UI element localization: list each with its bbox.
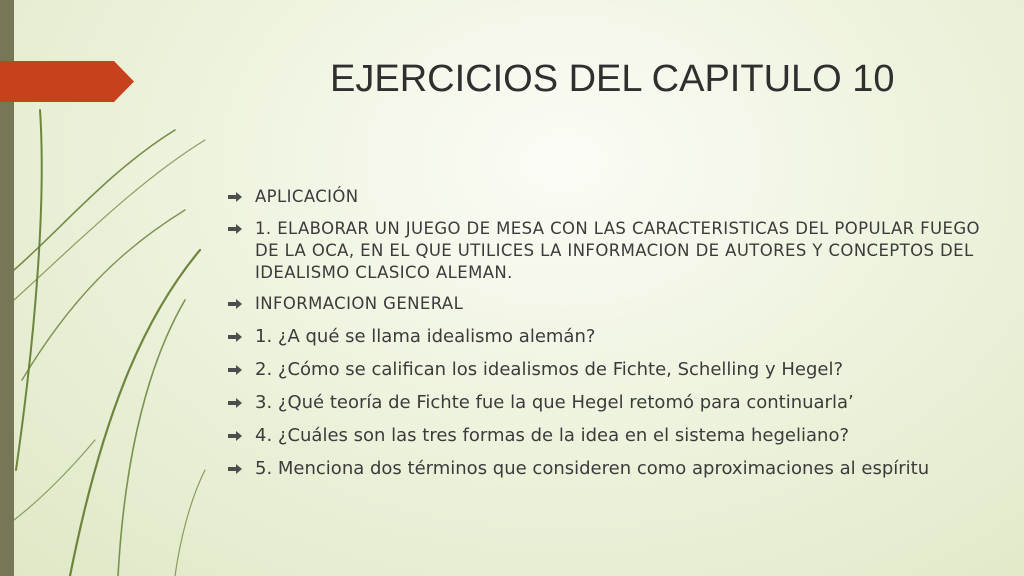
arrow-bullet-icon xyxy=(228,398,242,408)
list-item-question-2 xyxy=(228,358,988,382)
list-item-text: 2. ¿Cómo se califican los idealismos de Fichte, Schelling y Hegel? xyxy=(255,359,844,380)
content-list xyxy=(228,186,988,481)
list-item-exercise-1 xyxy=(228,218,988,284)
arrow-bullet-icon xyxy=(228,431,242,441)
title-accent-tab xyxy=(0,61,134,102)
arrow-bullet-icon xyxy=(228,299,242,309)
list-item-question-1 xyxy=(228,325,988,349)
list-item-text: INFORMACION GENERAL xyxy=(255,294,464,313)
list-item-text: 1. ¿A qué se llama idealismo alemán? xyxy=(255,326,596,347)
list-item-text: 1. ELABORAR UN JUEGO DE MESA CON LAS CARACTERISTICAS DEL POPULAR FUEGO DE LA OCA, EN EL QUE UTILICES LA INFORMACION DE AUTORES Y CONCEPTOS DEL IDEALISMO CLASICO ALEMAN. xyxy=(255,219,980,282)
arrow-bullet-icon xyxy=(228,224,242,234)
arrow-bullet-icon xyxy=(228,464,242,474)
arrow-bullet-icon xyxy=(228,192,242,202)
list-item-text: APLICACIÓN xyxy=(255,187,359,206)
list-item-aplicacion xyxy=(228,186,988,208)
arrow-bullet-icon xyxy=(228,332,242,342)
list-item-question-4 xyxy=(228,424,988,448)
slide-title: EJERCICIOS DEL CAPITULO 10 xyxy=(330,58,895,100)
list-item-text: 4. ¿Cuáles son las tres formas de la idea en el sistema hegeliano? xyxy=(255,425,850,446)
list-item-informacion-general xyxy=(228,293,988,315)
list-item-text: 5. Menciona dos términos que consideren como aproximaciones al espíritu xyxy=(255,458,930,479)
list-item-text: 3. ¿Qué teoría de Fichte fue la que Hegel retomó para continuarla’ xyxy=(255,392,854,413)
list-item-question-5 xyxy=(228,457,988,481)
arrow-bullet-icon xyxy=(228,365,242,375)
list-item-question-3 xyxy=(228,391,988,415)
